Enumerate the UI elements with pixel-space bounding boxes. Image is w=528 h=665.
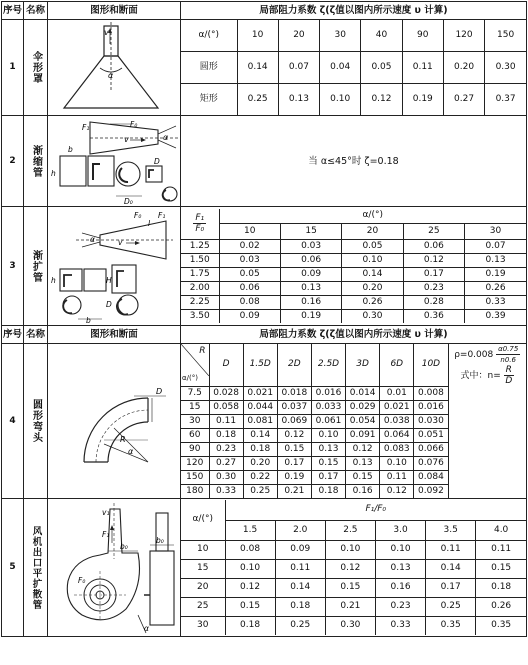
table-cell: 0.051 <box>414 428 448 442</box>
table-cell: 0.02 <box>219 239 280 253</box>
table-cell: 0.08 <box>219 295 280 309</box>
fan-outlet-figure <box>48 499 181 637</box>
row3-ratio-den: F₀ <box>195 224 205 235</box>
table-cell: 0.03 <box>280 239 341 253</box>
row1-data-table <box>181 20 526 115</box>
row-2 <box>2 116 527 207</box>
row3-data-cell <box>181 207 527 326</box>
row5-col: 1.5 <box>225 520 275 540</box>
table-cell: 0.016 <box>311 386 345 400</box>
row4-col: 2.5D <box>311 344 345 386</box>
table-cell: 0.016 <box>414 400 448 414</box>
row4-col: 1.5D <box>243 344 277 386</box>
fig5-b0-side-label: b₀ <box>156 536 164 545</box>
row4-formula-frac-num: R <box>505 365 512 375</box>
row3-ratio-num: F₁ <box>195 213 205 224</box>
table-cell: 0.16 <box>280 295 341 309</box>
table-cell: 0.16 <box>375 578 425 597</box>
reducer-pipe-figure <box>48 116 181 207</box>
row2-name: 渐缩管 <box>30 144 42 178</box>
table-cell: 0.14 <box>237 51 278 83</box>
fig2-F0-label: F₀ <box>130 120 138 129</box>
row3-angle: 20 <box>342 223 403 239</box>
table-cell: 0.11 <box>380 470 414 484</box>
table-cell: 0.021 <box>380 400 414 414</box>
table-row <box>181 559 526 578</box>
row1-name: 伞形罩 <box>30 51 42 84</box>
fig5-v1-label: v₁ <box>102 508 110 517</box>
table-cell: 0.18 <box>311 484 345 498</box>
fig4-alpha-label: α <box>128 447 134 456</box>
fig2-D0-label: D₀ <box>124 197 133 206</box>
row4-formula <box>448 344 526 386</box>
fig3-D-label: D <box>106 300 112 309</box>
table-cell: 0.064 <box>380 428 414 442</box>
table-cell: 0.15 <box>225 597 275 616</box>
row4-col: 10D <box>414 344 448 386</box>
row5-col: 2.0 <box>275 520 325 540</box>
table-row <box>181 470 526 484</box>
table-cell: 0.13 <box>465 253 526 267</box>
table-cell: 0.37 <box>485 83 526 115</box>
table-cell: 0.08 <box>225 540 275 559</box>
row-header-cell: 2.00 <box>181 281 219 295</box>
row-header-cell: 1.75 <box>181 267 219 281</box>
diffuser-pipe-figure <box>48 207 181 326</box>
table-cell: 0.26 <box>465 281 526 295</box>
header-seq: 序号 <box>2 2 24 20</box>
row3-angle: 10 <box>219 223 280 239</box>
table-cell: 0.038 <box>380 414 414 428</box>
header-coef: 局部阻力系数 ζ(ζ值以图内所示速度 υ 计算) <box>181 326 527 344</box>
table-cell: 0.030 <box>414 414 448 428</box>
row-header-cell: 1.50 <box>181 253 219 267</box>
row3-ratio-header <box>181 209 219 239</box>
fig2-F1-label: F₁ <box>82 123 90 132</box>
resistance-table <box>1 1 527 637</box>
table-row <box>181 540 526 559</box>
table-cell: 0.22 <box>243 470 277 484</box>
row4-data-table <box>181 344 526 498</box>
row1-angle: 120 <box>443 20 484 51</box>
table-cell: 0.07 <box>465 239 526 253</box>
table-cell: 0.05 <box>361 51 402 83</box>
table-cell: 0.12 <box>361 83 402 115</box>
table-cell: 0.018 <box>277 386 311 400</box>
fig3-H-label: H <box>106 276 112 285</box>
table-cell: 0.12 <box>380 484 414 498</box>
row1-rect-label: 矩形 <box>181 83 237 115</box>
table-cell: 0.008 <box>414 386 448 400</box>
table-cell: 0.23 <box>403 281 464 295</box>
table-cell: 0.19 <box>402 83 443 115</box>
row5-data-table <box>181 500 526 635</box>
table-cell: 0.10 <box>380 456 414 470</box>
table-row <box>181 386 526 400</box>
row-header-cell: 7.5 <box>181 386 209 400</box>
fig2-v-label: v <box>124 135 129 144</box>
row2-num: 2 <box>2 116 24 207</box>
table-cell: 0.12 <box>325 559 375 578</box>
header-figure: 图形和断面 <box>48 326 181 344</box>
row5-name-cell <box>24 499 48 637</box>
table-cell: 0.033 <box>311 400 345 414</box>
table-cell: 0.10 <box>375 540 425 559</box>
table-cell: 0.13 <box>278 83 319 115</box>
table-row <box>181 267 526 281</box>
fig5-b0-label: b₀ <box>120 542 128 551</box>
table-cell: 0.15 <box>277 442 311 456</box>
table-cell: 0.15 <box>476 559 526 578</box>
row2-formula: 当 α≤45°时 ζ=0.18 <box>181 116 527 207</box>
table-cell: 0.11 <box>275 559 325 578</box>
table-cell: 0.12 <box>403 253 464 267</box>
row-header-cell: 20 <box>181 578 225 597</box>
table-cell: 0.066 <box>414 442 448 456</box>
row3-angle: 30 <box>465 223 526 239</box>
row-4 <box>2 344 527 499</box>
row1-angle: 20 <box>278 20 319 51</box>
fig4-D-label: D <box>156 387 163 396</box>
table-cell: 0.19 <box>465 267 526 281</box>
row-5 <box>2 499 527 637</box>
table-cell: 0.35 <box>476 616 526 635</box>
row4-R-label: R <box>199 346 206 356</box>
row-header-cell: 30 <box>181 616 225 635</box>
table-row <box>181 400 526 414</box>
table-row <box>181 309 526 323</box>
row-header-cell: 120 <box>181 456 209 470</box>
header-name: 名称 <box>24 326 48 344</box>
table-cell: 0.13 <box>311 442 345 456</box>
fig1-alpha-label: α <box>108 71 114 80</box>
table-cell: 0.084 <box>414 470 448 484</box>
row4-formula-den: n0.6 <box>500 356 516 364</box>
table-cell: 0.083 <box>380 442 414 456</box>
fig2-D-label: D <box>154 157 160 166</box>
row3-name: 渐扩管 <box>30 249 42 283</box>
table-row <box>181 253 526 267</box>
table-cell: 0.15 <box>346 470 380 484</box>
row-header-cell: 90 <box>181 442 209 456</box>
table-cell: 0.17 <box>426 578 476 597</box>
header-figure: 图形和断面 <box>48 2 181 20</box>
row4-alpha-label: α/(°) <box>182 373 198 382</box>
table-cell: 0.14 <box>243 428 277 442</box>
fig3-h-label: h <box>51 276 56 285</box>
table-row <box>181 484 526 498</box>
fig3-l-label: l <box>148 219 151 228</box>
row1-alpha-label: α/(°) <box>181 20 237 51</box>
table-cell: 0.33 <box>465 295 526 309</box>
row-header-cell: 25 <box>181 597 225 616</box>
table-row <box>181 597 526 616</box>
table-cell: 0.30 <box>485 51 526 83</box>
table-cell: 0.04 <box>320 51 361 83</box>
row5-ratio-label: F₁/F₀ <box>225 500 526 520</box>
table-cell: 0.12 <box>346 442 380 456</box>
row5-col: 3.0 <box>375 520 425 540</box>
table-cell: 0.037 <box>277 400 311 414</box>
table-cell: 0.20 <box>443 51 484 83</box>
row5-num: 5 <box>2 499 24 637</box>
table-cell: 0.11 <box>426 540 476 559</box>
table-row <box>181 414 526 428</box>
table-cell: 0.25 <box>426 597 476 616</box>
table-cell: 0.07 <box>278 51 319 83</box>
table-cell: 0.21 <box>325 597 375 616</box>
row4-col: D <box>209 344 243 386</box>
row4-formula-frac-den: D <box>505 376 513 386</box>
table-cell: 0.16 <box>346 484 380 498</box>
table-cell: 0.33 <box>375 616 425 635</box>
table-cell: 0.10 <box>320 83 361 115</box>
table-cell: 0.18 <box>209 428 243 442</box>
row3-angle: 25 <box>403 223 464 239</box>
table-cell: 0.20 <box>243 456 277 470</box>
row4-col: 6D <box>380 344 414 386</box>
table-cell: 0.05 <box>219 267 280 281</box>
table-cell: 0.12 <box>225 578 275 597</box>
table-cell: 0.014 <box>346 386 380 400</box>
row5-data-cell <box>181 499 527 637</box>
table-cell: 0.17 <box>403 267 464 281</box>
row-header-cell: 3.50 <box>181 309 219 323</box>
table-cell: 0.069 <box>277 414 311 428</box>
table-row <box>181 456 526 470</box>
row-header-cell: 2.25 <box>181 295 219 309</box>
table-cell: 0.23 <box>209 442 243 456</box>
fig4-R-label: R <box>120 435 126 444</box>
table-cell: 0.10 <box>325 540 375 559</box>
table-cell: 0.18 <box>225 616 275 635</box>
header-row-2 <box>2 326 527 344</box>
resistance-table-page <box>0 1 528 665</box>
table-row <box>181 428 526 442</box>
table-cell: 0.13 <box>375 559 425 578</box>
table-cell: 0.029 <box>346 400 380 414</box>
table-cell: 0.10 <box>311 428 345 442</box>
table-cell: 0.09 <box>275 540 325 559</box>
row4-name: 圆形弯头 <box>30 399 42 443</box>
row3-alpha-label: α/(°) <box>219 209 526 223</box>
table-cell: 0.14 <box>426 559 476 578</box>
row4-formula-lead: ρ=0.008 <box>454 350 494 360</box>
table-cell: 0.044 <box>243 400 277 414</box>
row4-corner-header <box>181 344 209 386</box>
header-seq: 序号 <box>2 326 24 344</box>
fig3-F0-label: F₀ <box>134 211 142 220</box>
table-cell: 0.15 <box>325 578 375 597</box>
fig5-F0-label: F₀ <box>78 576 86 585</box>
row5-name: 风机出口平扩散管 <box>30 525 42 610</box>
table-cell: 0.25 <box>275 616 325 635</box>
table-cell: 0.06 <box>280 253 341 267</box>
table-cell: 0.054 <box>346 414 380 428</box>
fig2-alpha-label: α <box>163 133 169 142</box>
table-cell: 0.11 <box>476 540 526 559</box>
table-cell: 0.021 <box>243 386 277 400</box>
row-header-cell: 10 <box>181 540 225 559</box>
table-cell: 0.028 <box>209 386 243 400</box>
row1-angle: 40 <box>361 20 402 51</box>
table-cell: 0.061 <box>311 414 345 428</box>
header-name: 名称 <box>24 2 48 20</box>
table-cell: 0.11 <box>209 414 243 428</box>
fig2-h-label: h <box>51 169 56 178</box>
table-cell: 0.30 <box>342 309 403 323</box>
fig3-alpha-label: α <box>90 235 95 244</box>
table-cell: 0.09 <box>219 309 280 323</box>
table-row <box>181 83 526 115</box>
row4-data-cell <box>181 344 527 499</box>
table-row <box>181 578 526 597</box>
row-header-cell: 15 <box>181 559 225 578</box>
row-header-cell: 30 <box>181 414 209 428</box>
row-3 <box>2 207 527 326</box>
table-cell: 0.076 <box>414 456 448 470</box>
table-cell: 0.17 <box>311 470 345 484</box>
table-cell: 0.39 <box>465 309 526 323</box>
round-elbow-figure <box>48 344 181 499</box>
row-header-cell: 60 <box>181 428 209 442</box>
row4-col: 3D <box>346 344 380 386</box>
table-cell: 0.01 <box>380 386 414 400</box>
row5-col: 2.5 <box>325 520 375 540</box>
table-cell: 0.10 <box>342 253 403 267</box>
row1-angle: 10 <box>237 20 278 51</box>
row1-angle: 30 <box>320 20 361 51</box>
row4-formula-where: 式中：n= <box>460 371 501 381</box>
row5-alpha-label: α/(°) <box>181 500 225 540</box>
table-cell: 0.21 <box>277 484 311 498</box>
header-coef: 局部阻力系数 ζ(ζ值以图内所示速度 υ 计算) <box>181 2 527 20</box>
table-cell: 0.092 <box>414 484 448 498</box>
row5-col: 4.0 <box>476 520 526 540</box>
row1-name-cell <box>24 20 48 116</box>
table-row <box>181 295 526 309</box>
fig5-alpha-label: α <box>144 624 149 633</box>
table-cell: 0.27 <box>443 83 484 115</box>
table-cell: 0.15 <box>311 456 345 470</box>
table-cell: 0.091 <box>346 428 380 442</box>
table-cell: 0.14 <box>275 578 325 597</box>
table-cell: 0.13 <box>346 456 380 470</box>
table-cell: 0.12 <box>277 428 311 442</box>
table-row <box>181 239 526 253</box>
table-cell: 0.06 <box>403 239 464 253</box>
table-cell: 0.17 <box>277 456 311 470</box>
fig1-v-label: v <box>104 28 109 37</box>
table-cell: 0.081 <box>243 414 277 428</box>
table-cell: 0.058 <box>209 400 243 414</box>
header-row-1 <box>2 2 527 20</box>
row1-round-label: 圆形 <box>181 51 237 83</box>
row3-angle: 15 <box>280 223 341 239</box>
table-cell: 0.26 <box>476 597 526 616</box>
table-cell: 0.18 <box>275 597 325 616</box>
table-cell: 0.03 <box>219 253 280 267</box>
row1-angle: 90 <box>402 20 443 51</box>
table-cell: 0.19 <box>280 309 341 323</box>
fig3-F1-label: F₁ <box>158 211 166 220</box>
table-row <box>181 281 526 295</box>
table-cell: 0.30 <box>325 616 375 635</box>
table-cell: 0.25 <box>243 484 277 498</box>
table-cell: 0.14 <box>342 267 403 281</box>
table-cell: 0.10 <box>225 559 275 578</box>
fig5-F1-label: F₁ <box>102 530 110 539</box>
row4-num: 4 <box>2 344 24 499</box>
row3-name-cell <box>24 207 48 326</box>
row-header-cell: 150 <box>181 470 209 484</box>
umbrella-hood-figure <box>48 20 181 116</box>
row-header-cell: 15 <box>181 400 209 414</box>
table-cell: 0.20 <box>342 281 403 295</box>
fig3-b-label: b <box>86 316 91 325</box>
fig3-v-label: v <box>118 238 123 247</box>
table-cell: 0.35 <box>426 616 476 635</box>
row2-name-cell <box>24 116 48 207</box>
row4-col: 2D <box>277 344 311 386</box>
table-row <box>181 616 526 635</box>
row4-formula-num: α0.75 <box>498 345 519 353</box>
table-cell: 0.27 <box>209 456 243 470</box>
table-row <box>181 442 526 456</box>
row3-num: 3 <box>2 207 24 326</box>
table-row <box>181 51 526 83</box>
table-cell: 0.09 <box>280 267 341 281</box>
row5-col: 3.5 <box>426 520 476 540</box>
row1-angle: 150 <box>485 20 526 51</box>
table-cell: 0.36 <box>403 309 464 323</box>
table-cell: 0.18 <box>476 578 526 597</box>
table-cell: 0.33 <box>209 484 243 498</box>
row1-data-cell <box>181 20 527 116</box>
table-cell: 0.18 <box>243 442 277 456</box>
row1-num: 1 <box>2 20 24 116</box>
table-cell: 0.05 <box>342 239 403 253</box>
table-cell: 0.28 <box>403 295 464 309</box>
table-cell: 0.23 <box>375 597 425 616</box>
fig2-b-label: b <box>68 145 73 154</box>
table-cell: 0.11 <box>402 51 443 83</box>
row-1 <box>2 20 527 116</box>
table-cell: 0.30 <box>209 470 243 484</box>
table-cell: 0.26 <box>342 295 403 309</box>
table-cell: 0.25 <box>237 83 278 115</box>
row-header-cell: 180 <box>181 484 209 498</box>
table-cell: 0.13 <box>280 281 341 295</box>
table-cell: 0.06 <box>219 281 280 295</box>
row3-data-table <box>181 209 526 323</box>
row4-name-cell <box>24 344 48 499</box>
table-cell: 0.19 <box>277 470 311 484</box>
row-header-cell: 1.25 <box>181 239 219 253</box>
